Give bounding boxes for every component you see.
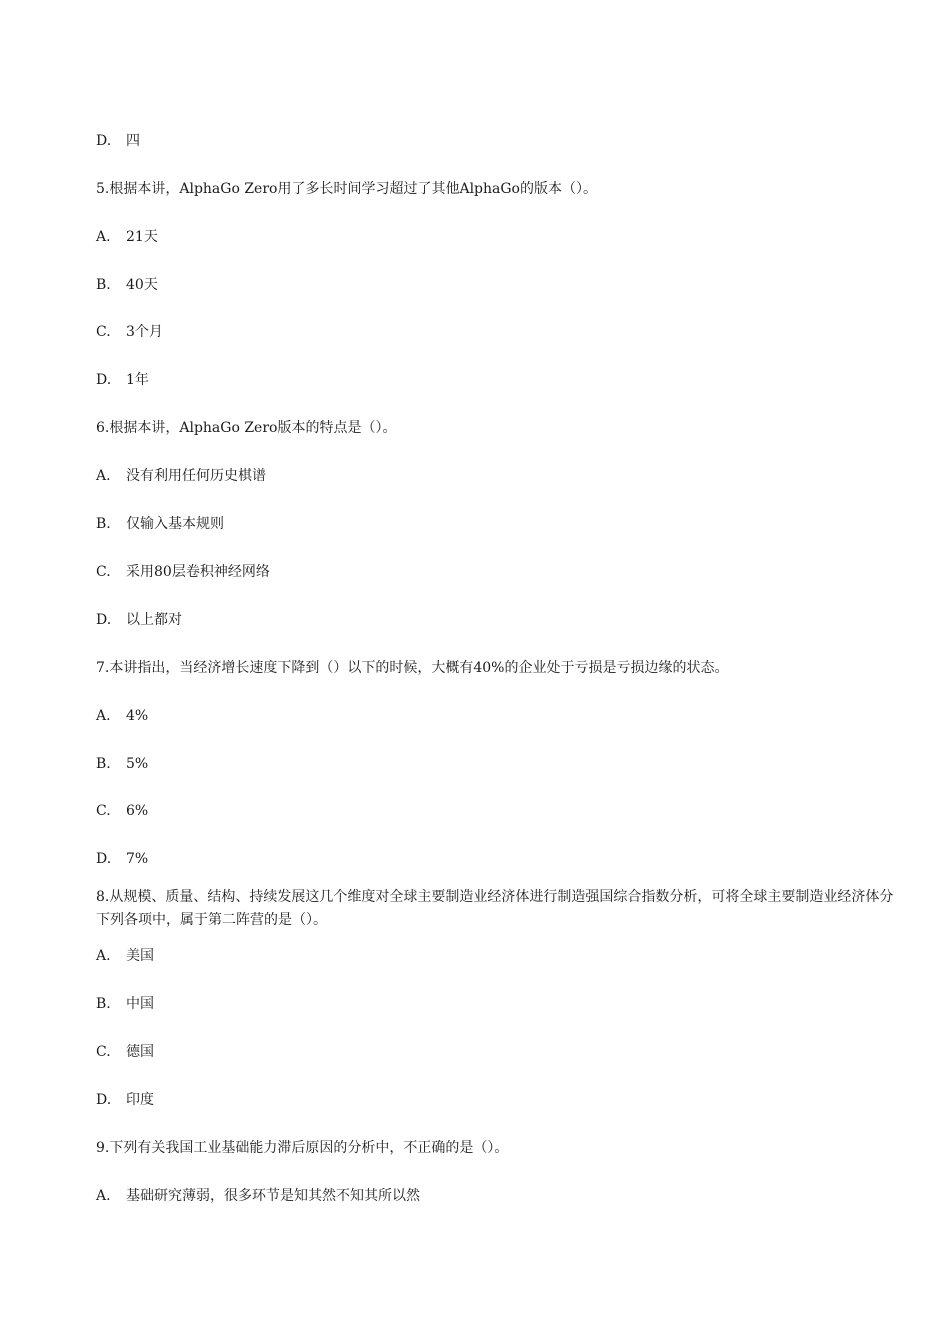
option-letter: B. xyxy=(96,756,111,772)
option-letter: B. xyxy=(96,996,111,1012)
option-letter: A. xyxy=(96,708,111,724)
option-line xyxy=(96,562,270,582)
option-letter: B. xyxy=(96,516,111,532)
option-text: 中国 xyxy=(126,996,154,1012)
option-text: 印度 xyxy=(126,1092,154,1108)
option-line xyxy=(96,1042,154,1062)
option-line xyxy=(96,1186,420,1206)
option-line xyxy=(96,849,148,869)
option-line xyxy=(96,706,148,726)
option-text: 以上都对 xyxy=(126,612,182,628)
option-letter: D. xyxy=(96,372,112,388)
option-letter: A. xyxy=(96,1188,111,1204)
option-letter: B. xyxy=(96,277,111,293)
option-text: 四 xyxy=(126,133,140,149)
option-text: 采用80层卷积神经网络 xyxy=(126,564,270,580)
option-letter: A. xyxy=(96,229,111,245)
option-line xyxy=(96,610,182,630)
option-line xyxy=(96,275,158,295)
option-text: 德国 xyxy=(126,1044,154,1060)
option-text: 1年 xyxy=(126,372,149,388)
option-letter: C. xyxy=(96,1044,111,1060)
option-line xyxy=(96,754,148,774)
option-line xyxy=(96,322,163,342)
option-line xyxy=(96,946,154,966)
option-letter: A. xyxy=(96,948,111,964)
option-text: 没有利用任何历史棋谱 xyxy=(126,468,266,484)
option-letter: C. xyxy=(96,564,111,580)
question-line: 9.下列有关我国工业基础能力滞后原因的分析中，不正确的是（）。 xyxy=(96,1140,509,1156)
option-letter: C. xyxy=(96,803,111,819)
question-line: 下列各项中，属于第二阵营的是（）。 xyxy=(96,912,327,928)
option-text: 5% xyxy=(126,756,149,772)
option-line xyxy=(96,131,140,151)
option-letter: A. xyxy=(96,468,111,484)
option-text: 美国 xyxy=(126,948,154,964)
option-text: 基础研究薄弱，很多环节是知其然不知其所以然 xyxy=(126,1188,420,1204)
option-line xyxy=(96,227,158,247)
option-line xyxy=(96,466,266,486)
option-line xyxy=(96,994,154,1014)
question-line: 8.从规模、质量、结构、持续发展这几个维度对全球主要制造业经济体进行制造强国综合指数分析，可将全球主要制造业经济体分 xyxy=(96,889,894,905)
question-line: 6.根据本讲，AlphaGo Zero版本的特点是（）。 xyxy=(96,420,397,436)
option-text: 7% xyxy=(126,851,149,867)
option-letter: C. xyxy=(96,324,111,340)
option-letter: D. xyxy=(96,612,112,628)
option-text: 仅输入基本规则 xyxy=(126,516,224,532)
option-text: 40天 xyxy=(126,277,158,293)
question-line: 7.本讲指出，当经济增长速度下降到（）以下的时候，大概有40%的企业处于亏损是亏损边缘的状态。 xyxy=(96,660,729,676)
option-letter: D. xyxy=(96,1092,112,1108)
option-letter: D. xyxy=(96,133,112,149)
option-text: 4% xyxy=(126,708,149,724)
option-letter: D. xyxy=(96,851,112,867)
option-line xyxy=(96,370,149,390)
option-line xyxy=(96,514,224,534)
option-line xyxy=(96,801,148,821)
question-line: 5.根据本讲，AlphaGo Zero用了多长时间学习超过了其他AlphaGo的版本（）。 xyxy=(96,181,597,197)
option-text: 6% xyxy=(126,803,149,819)
option-line xyxy=(96,1090,154,1110)
option-text: 21天 xyxy=(126,229,158,245)
option-text: 3个月 xyxy=(126,324,163,340)
